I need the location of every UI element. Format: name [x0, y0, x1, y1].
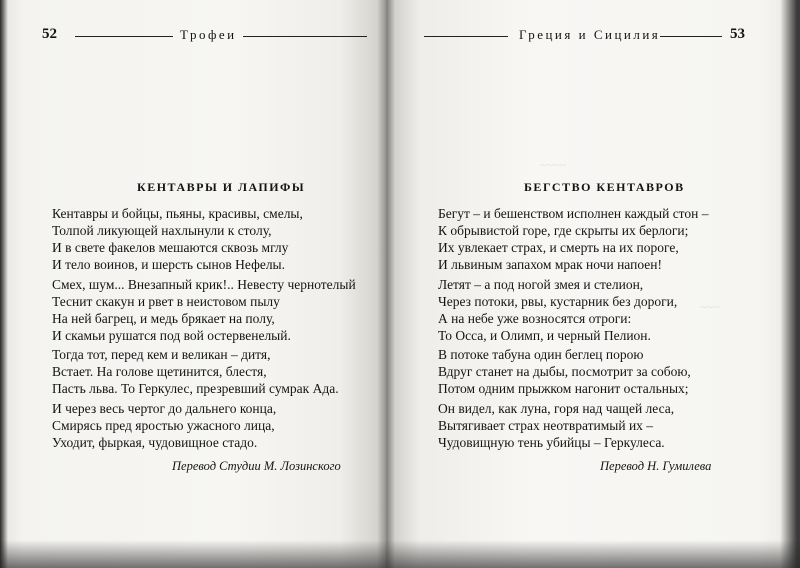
- left-header-rule-left: [75, 36, 173, 37]
- verse-line: Их увлекает страх, и смерть на их пороге,: [438, 240, 679, 255]
- right-header-rule-left: [424, 36, 508, 37]
- verse-line: На ней багрец, и медь брякает на полу,: [52, 311, 275, 326]
- bleed-through-mark: ~~~: [700, 300, 720, 314]
- right-stanza-3: [438, 346, 691, 397]
- verse-line: И через весь чертог до дальнего конца,: [52, 401, 277, 416]
- bleed-through-mark: ~~~~: [540, 158, 566, 172]
- book-spine: [377, 0, 395, 568]
- verse-line: В потоке табуна один беглец порою: [438, 347, 644, 362]
- right-poem-title: БЕГСТВО КЕНТАВРОВ: [524, 180, 685, 194]
- verse-line: И скамьи рушатся под вой остервенелый.: [52, 328, 291, 343]
- verse-line: Кентавры и бойцы, пьяны, красивы, смелы,: [52, 206, 303, 221]
- right-stanza-1: [438, 205, 709, 273]
- right-page-number: 53: [730, 26, 745, 42]
- right-translator-credit: Перевод Н. Гумилева: [600, 459, 712, 473]
- verse-line: Теснит скакун и рвет в неистовом пылу: [52, 294, 280, 309]
- left-page-number: 52: [42, 26, 57, 42]
- verse-line: Бегут – и бешенством исполнен каждый стон –: [438, 206, 709, 221]
- verse-line: Потом одним прыжком нагонит остальных;: [438, 381, 689, 396]
- verse-line: Через потоки, рвы, кустарник без дороги,: [438, 294, 678, 309]
- verse-line: Толпой ликующей нахлынули к столу,: [52, 223, 272, 238]
- verse-line: Чудовищную тень убийцы – Геркулеса.: [438, 435, 665, 450]
- right-stanza-2: [438, 276, 677, 344]
- left-translator-credit: Перевод Студии М. Лозинского: [172, 459, 341, 473]
- right-header-rule-right: [660, 36, 722, 37]
- verse-line: Пасть льва. То Геркулес, презревший сумрак Ада.: [52, 381, 339, 396]
- verse-line: Летят – а под ногой змея и стелион,: [438, 277, 644, 292]
- verse-line: Смирясь пред яростью ужасного лица,: [52, 418, 275, 433]
- right-running-header: Греция и Сицилия: [519, 27, 661, 42]
- verse-line: Смех, шум... Внезапный крик!.. Невесту чернотелый: [52, 277, 356, 292]
- verse-line: То Осса, и Олимп, и черный Пелион.: [438, 328, 651, 343]
- verse-line: Встает. На голове щетинится, блестя,: [52, 364, 267, 379]
- left-stanza-4: [52, 400, 276, 451]
- verse-line: Уходит, фыркая, чудовищное стадо.: [52, 435, 258, 450]
- verse-line: И в свете факелов мешаются сквозь мглу: [52, 240, 289, 255]
- verse-line: И львиным запахом мрак ночи напоен!: [438, 257, 662, 272]
- left-stanza-2: [52, 276, 356, 344]
- verse-line: Вытягивает страх неотвратимый их –: [438, 418, 654, 433]
- verse-line: А на небе уже возносятся отроги:: [438, 311, 632, 326]
- right-edge-shadow: [780, 0, 800, 568]
- left-stanza-3: [52, 346, 339, 397]
- verse-line: Он видел, как луна, горя над чащей леса,: [438, 401, 675, 416]
- verse-line: Вдруг станет на дыбы, посмотрит за собою,: [438, 364, 691, 379]
- left-stanza-1: [52, 205, 303, 273]
- verse-line: К обрывистой горе, где скрыты их берлоги;: [438, 223, 689, 238]
- left-header-rule-right: [243, 36, 367, 37]
- left-edge-shadow: [0, 0, 8, 568]
- right-stanza-4: [438, 400, 674, 451]
- bottom-shadow: [0, 540, 800, 568]
- verse-line: И тело воинов, и шерсть сынов Нефелы.: [52, 257, 286, 272]
- left-running-header: Трофеи: [180, 27, 237, 42]
- left-poem-title: КЕНТАВРЫ И ЛАПИФЫ: [137, 180, 306, 194]
- verse-line: Тогда тот, перед кем и великан – дитя,: [52, 347, 271, 362]
